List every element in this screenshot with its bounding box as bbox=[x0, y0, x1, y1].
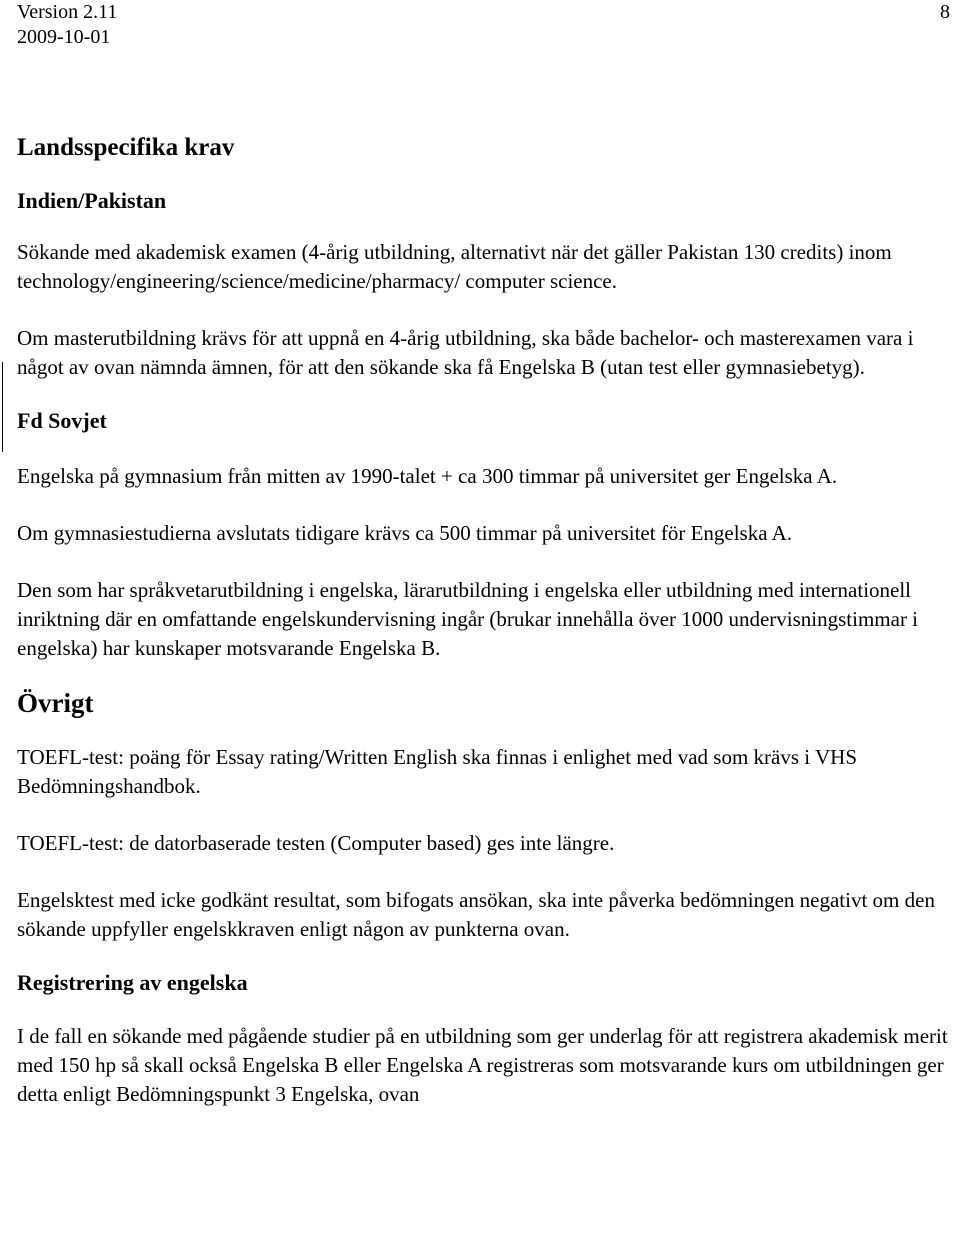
revision-change-bar bbox=[2, 362, 3, 452]
paragraph-registrering-1: I de fall en sökande med pågående studier på en utbildning som ger underlag för att registrera akademisk merit med 150 hp så skall också Engelska B eller Engelska A registreras som motsvarande kurs om utbildningen ger detta enligt Bedömningspunkt 3 Engelska, ovan bbox=[17, 1024, 948, 1106]
page-header bbox=[17, 0, 117, 50]
document-body bbox=[17, 128, 952, 1109]
paragraph-sovjet-2: Om gymnasiestudierna avslutats tidigare krävs ca 500 timmar på universitet för Engelska A. bbox=[17, 521, 793, 545]
heading-fd-sovjet: Fd Sovjet bbox=[17, 408, 107, 433]
page-number: 8 bbox=[940, 1, 950, 23]
paragraph-indien-2: Om masterutbildning krävs för att uppnå en 4-årig utbildning, ska både bachelor- och masterexamen vara i något av ovan nämnda ämnen, för att den sökande ska få Engelska B (utan test eller gymnasiebetyg). bbox=[17, 326, 914, 379]
paragraph-ovrigt-2: TOEFL-test: de datorbaserade testen (Computer based) ges inte längre. bbox=[17, 831, 615, 855]
heading-ovrigt: Övrigt bbox=[17, 688, 94, 718]
date-label: 2009-10-01 bbox=[17, 26, 111, 48]
paragraph-sovjet-3: Den som har språkvetarutbildning i engelska, lärarutbildning i engelska eller utbildning med internationell inriktning där en omfattande engelskundervisning ingår (brukar innehålla över 1000 undervisningstimmar i engelska) har kunskaper motsvarande Engelska B. bbox=[17, 578, 919, 660]
version-label: Version 2.11 bbox=[17, 1, 118, 23]
heading-indien-pakistan: Indien/Pakistan bbox=[17, 188, 167, 213]
paragraph-sovjet-1: Engelska på gymnasium från mitten av 1990-talet + ca 300 timmar på universitet ger Engelska A. bbox=[17, 464, 838, 488]
paragraph-ovrigt-3: Engelsktest med icke godkänt resultat, som bifogats ansökan, ska inte påverka bedömningen negativt om den sökande uppfyller engelskkraven enligt någon av punkterna ovan. bbox=[17, 888, 935, 941]
heading-registrering-av-engelska: Registrering av engelska bbox=[17, 970, 248, 995]
paragraph-indien-1: Sökande med akademisk examen (4-årig utbildning, alternativt när det gäller Pakistan 130 credits) inom technology/engineering/science/medicine/pharmacy/ computer science. bbox=[17, 240, 892, 293]
paragraph-ovrigt-1: TOEFL-test: poäng för Essay rating/Written English ska finnas i enlighet med vad som krävs i VHS Bedömningshandbok. bbox=[17, 745, 857, 798]
heading-landsspecifika-krav: Landsspecifika krav bbox=[17, 134, 235, 161]
